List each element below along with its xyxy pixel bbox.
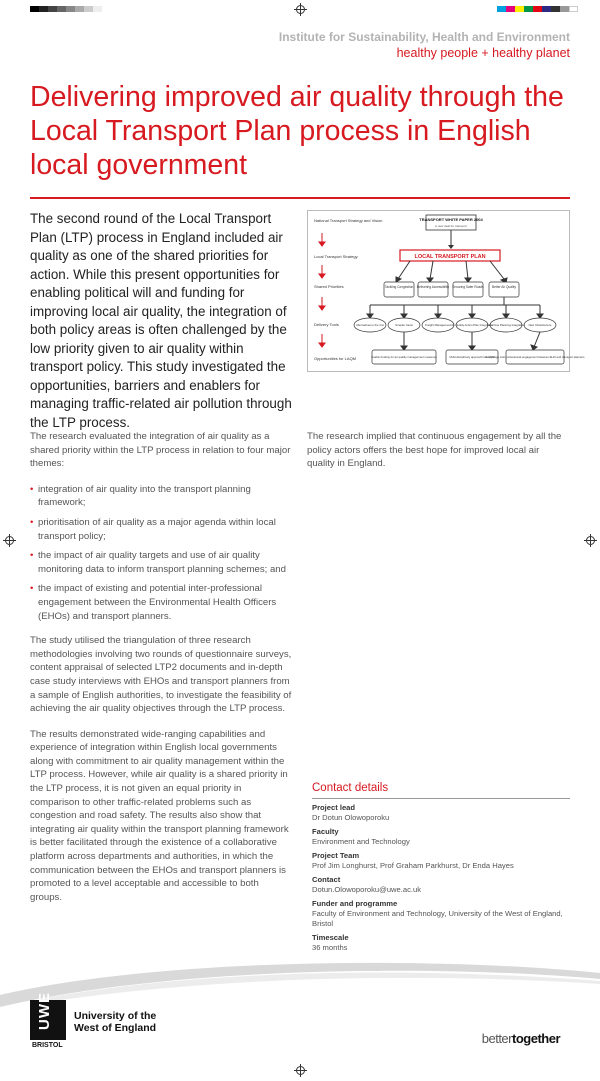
left-column [30,430,292,916]
svg-text:Ensuring Safer Roads: Ensuring Safer Roads [452,285,484,289]
svg-text:New Infrastructure: New Infrastructure [528,323,552,327]
bullet-icon: • [30,516,34,528]
diagram-svg [308,211,585,371]
list-item: • prioritisation of air quality as a major agenda within local transport policy; [30,516,276,542]
right-column [307,430,569,471]
institute-name: Institute for Sustainability, Health and Environment [278,30,570,44]
registration-mark-left [5,536,14,545]
page-title: Delivering improved air quality through the Local Transport Plan process in English local government [30,81,564,181]
level-label-opps: Opportunities for LAQM [314,356,357,361]
list-item: • the impact of existing and potential inter-professional engagement between the Environmental Health Officers (EHOs) and transport planners. [30,583,277,622]
svg-text:Land Use Planning Integration: Land Use Planning Integration [487,323,525,327]
lead-paragraph: The second round of the Local Transport Plan (LTP) process in England included air quality as one of the shared priorities for action. While this present opportunities for enabling political will and funding for improving local air quality, the integration of both policy areas is often challenged by the low priority given to air quality within transport policy. This study investigated the opportunities, barriers and enablers for managing traffic-related air pollution through the LTP process. [30,211,292,430]
contact-project-team: Project Team Prof Jim Longhurst, Prof Graham Parkhurst, Dr Enda Hayes [312,851,514,870]
svg-text:Smarter travel: Smarter travel [395,323,413,327]
bullet-icon: • [30,483,34,495]
email-link[interactable]: Dotun.Olowoporoku@uwe.ac.uk [312,885,422,894]
svg-text:Encourage inter-professional e: Encourage inter-professional engagement between EHO and transport planners [485,355,585,359]
registration-mark-right [586,536,595,545]
level-label-shared: Shared Priorities [314,284,344,289]
opportunity-boxes [371,350,585,364]
contact-details [312,782,570,957]
list-item: • the impact of air quality targets and use of air quality monitoring data to inform transport planning schemes; and [30,550,286,575]
registration-mark-bottom [296,1066,305,1075]
level-label-national: National Transport Strategy and Vision [314,218,383,223]
svg-text:Better Air Quality: Better Air Quality [492,285,516,289]
level-label-local: Local Transport Strategy [314,254,358,259]
registration-mark-top [296,5,305,14]
svg-text:Air Quality Action Plan Integr: Air Quality Action Plan Integration [451,323,493,327]
left-arrows [319,233,325,347]
contact-funder: Funder and programme Faculty of Environment and Technology, University of the West of England, Bristol [312,899,563,928]
contact-heading: Contact details [312,782,570,799]
title-divider [30,197,570,199]
svg-text:Delivering Accessibility: Delivering Accessibility [416,285,450,289]
conclusion-paragraph: The research implied that continuous engagement by all the policy actors offers the best hope for improved local air quality in England. [307,431,562,470]
level-label-tools: Delivery Tools [314,322,339,327]
slogan: bettertogether [481,1031,560,1046]
contact-timescale: Timescale 36 months [312,933,349,952]
svg-text:Multi-disciplinary approach to: Multi-disciplinary approach to LAQM [449,355,495,359]
priority-boxes [384,282,519,297]
svg-text:Alternatives to the Car: Alternatives to the Car [356,323,384,327]
svg-text:TRANSPORT WHITE PAPER 2004: TRANSPORT WHITE PAPER 2004 [419,217,483,222]
svg-text:Freight Management: Freight Management [425,323,451,327]
contact-email: Contact Dotun.Olowoporoku@uwe.ac.uk [312,875,570,895]
svg-text:LOCAL TRANSPORT PLAN: LOCAL TRANSPORT PLAN [414,254,486,260]
svg-text:A new deal for transport: A new deal for transport [435,224,467,228]
tagline: healthy people + healthy planet [396,46,570,60]
themes-list [30,483,292,623]
university-name: University of the West of England [74,1010,157,1034]
results-paragraph: The results demonstrated wide-ranging capabilities and experience of integration within English local governments along with commitment to air quality management within the LTP process. However, while air quality is a shared priority in the LTP process, it is not given an equal priority in comparison to other traffic-related problems such as congestion and road safety. The results also show that integrating air quality within the transport planning framework is better facilitated through the existence of a collaborative platform across departments and authorities, in which the communication between the EHOs and transport planners is promoted to a level acceptable and accessible to both groups. [30,728,289,903]
contact-project-lead: Project lead Dr Dotun Olowoporoku [312,803,390,822]
methods-paragraph: The study utilised the triangulation of three research methodologies involving two rounds of questionnaire surveys, content appraisal of selected LTP2 documents and in-depth case study interviews with EHOs and transport planners from a sample of English authorities, to investigate the feasibility of achieving the air quality objectives through the LTP process. [30,635,292,715]
ltp-framework-diagram [307,210,585,372]
svg-text:Enable funding for air quality: Enable funding for air quality management measures [371,355,437,359]
contact-faculty: Faculty Environment and Technology [312,827,410,846]
bullet-icon: • [30,583,34,595]
print-grey-bar [30,6,102,12]
header [279,30,570,60]
uwe-logo-mark: UWE BRISTOL [30,1000,66,1040]
list-item: • integration of air quality into the transport planning framework; [30,483,251,509]
print-color-bar [497,6,578,12]
uwe-logo [30,992,157,1049]
tool-ellipses [354,318,556,332]
intro-paragraph: The research evaluated the integration of air quality as a shared priority within the LTP process in relation to four major themes: [30,431,291,470]
svg-text:Tackling Congestion: Tackling Congestion [384,285,414,289]
bullet-icon: • [30,550,34,562]
